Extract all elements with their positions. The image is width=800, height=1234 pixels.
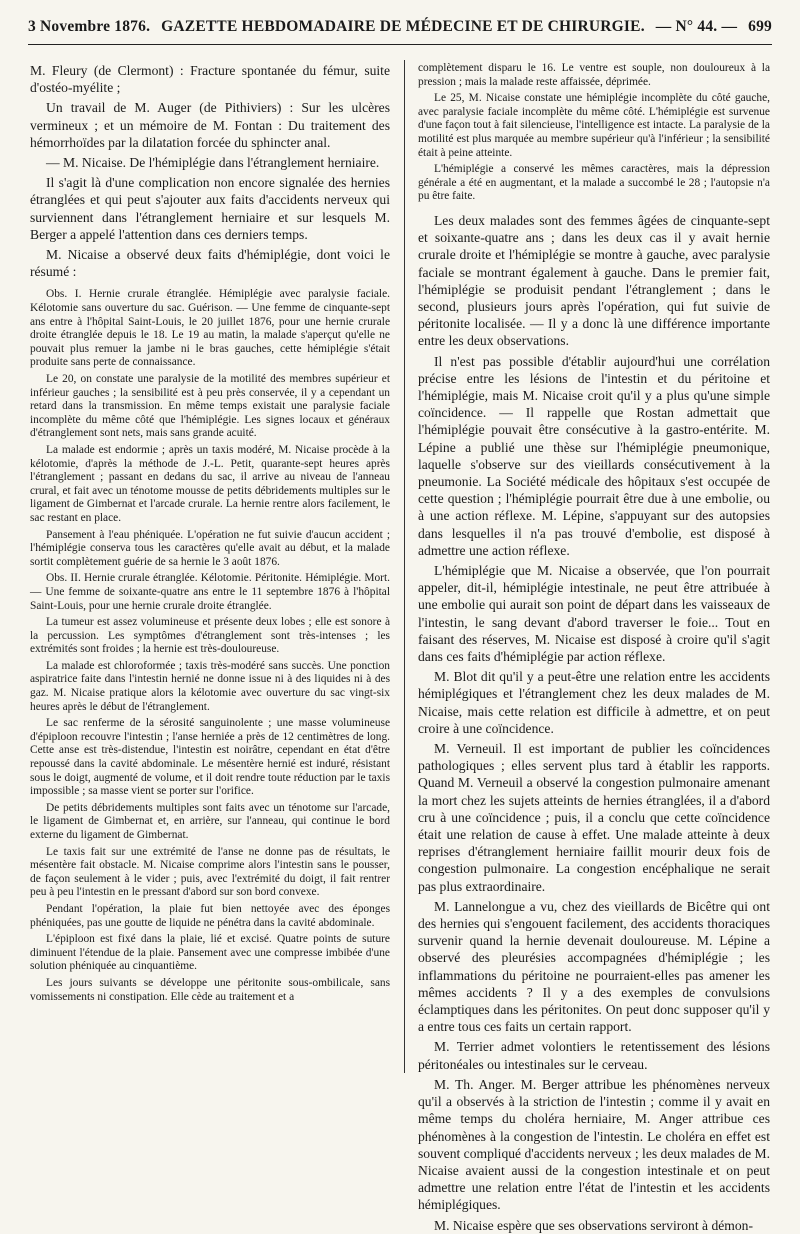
left-small-paragraph: Le sac renferme de la sérosité sanguinolente ; une masse volumineuse d'épiploon recouvre l'intestin ; l'anse herniée a près de 12 centimètres de long. Cette anse est très-distendue, l'intestin est noirâtre, cependant en état d'être repoussé dans la cavité abdominale. Le mésentère hernié est induré, résistant sous le doigt, augmenté de volume, et il doit rendre toute réduction par le taxis impossible ; sa masse vient se porter sur l'orifice. — [30, 717, 390, 798]
header-issue: — N° 44. — — [655, 18, 738, 35]
right-paragraph-terrier: M. Terrier admet volontiers le retentissement des lésions péritonéales ou intestinales sur le cerveau. — [418, 1039, 770, 1072]
right-paragraph: Les deux malades sont des femmes âgées de cinquante-sept et soixante-quatre ans ; dans les deux cas il y avait hernie crurale droite et l'hémiplégie se montre à gauche, avec paralysie faciale se montrant également à gauche. Dans le premier fait, l'hémiplégie se produisit pendant l'étranglement ; dans le second, plusieurs jours après l'opération, qui fut suivie de péritonite localisée. — Il y a donc là une différence importante entre les deux observations. — [418, 212, 770, 349]
right-paragraph: Il n'est pas possible d'établir aujourd'hui une corrélation précise entre les lésions de l'intestin et du péritoine et l'hémiplégie, mais M. Nicaise croit qu'il y a plus qu'une simple coïncidence. — Il rappelle que Rostan admettait que l'hémiplégie pouvait être consécutive à la gastro-entérite. M. Lépine a publié une thèse sur l'hémiplégie pneumonique, laquelle s'observe sur des vieillards consécutivement à la pneumonie. La Société médicale des hôpitaux s'est occupée de cette question ; l'hémiplégie pourrait être due à une embolie, ou à une action réflexe. M. Lépine, s'appuyant sur des autopsies dans lesquelles il n'a pas trouvé d'embolie, est disposé à admettre une action réflexe. — [418, 353, 770, 558]
right-paragraph: L'hémiplégie que M. Nicaise a observée, que l'on pourrait appeler, dit-il, hémiplégie intestinale, ne peut être attribuée à une embolie qui aurait son point de départ dans les vaisseaux de l'intestin, le sang devant d'abord traverser le foie... Tout en faisant des réserves, M. Nicaise est disposé à croire qu'il s'agit dans ces faits d'hémiplégie par action réflexe. — [418, 563, 770, 665]
left-small-paragraph: L'épiploon est fixé dans la plaie, lié et excisé. Quatre points de suture diminuent l'étendue de la plaie. Pansement avec une compresse imbibée d'une solution phéniquée au cinquantième. — [30, 933, 390, 973]
column-divider — [404, 60, 405, 1073]
right-paragraph-blot: M. Blot dit qu'il y a peut-être une relation entre les accidents hémiplégiques et l'étranglement chez les deux malades de M. Nicaise, mais cette relation est difficile à admettre, et on peut croire à une coïncidence. — [418, 669, 770, 736]
left-small-paragraph: Le 20, on constate une paralysie de la motilité des membres supérieur et inférieur gauches ; la sensibilité est à peu près conservée, il y a cependant un retard dans la transmission. En même temps existait une paralysie faciale incomplète du même côté que l'hémiplégie. Les signes locaux et généraux d'étranglement sont nets, mais sans grande acuité. — [30, 373, 390, 440]
left-small-paragraph: Le taxis fait sur une extrémité de l'anse ne donne pas de résultats, le mésentère fait obstacle. M. Nicaise comprime alors l'intestin sans le pousser, de façon seulement à le vider ; puis, avec l'extrémité du doigt, il fait rentrer peu à peu l'intestin en le pressant d'abord sur son bord convexe. — [30, 845, 390, 899]
right-column — [418, 62, 771, 1233]
left-paragraph: Il s'agit là d'une complication non encore signalée des hernies étranglées et qui peut s'ajouter aux faits d'accidents nerveux qui surviennent dans l'étranglement herniaire et sur lesquels M. Berger a appelé l'attention dans ces derniers temps. — [30, 175, 390, 242]
right-paragraph-verneuil: M. Verneuil. Il est important de publier les coïncidences pathologiques ; elles servent plus tard à établir les rapports. Quand M. Verneuil a observé la congestion pulmonaire amenant la mort chez les sujets atteints de hernies étranglées, il a d'abord cru à une coïncidence ; puis, il a conclu que cette coïncidence était une relation de cause à effet. Une malade atteinte à deux reprises d'étranglement herniaire faillit mourir deux fois de congestion pulmonaire. La congestion encéphalique ne serait pas plus extraordinaire. — [418, 741, 770, 894]
left-paragraph: M. Nicaise a observé deux faits d'hémiplégie, dont voici le résumé : — [30, 247, 390, 280]
left-small-paragraph: De petits débridements multiples sont faits avec un ténotome sur l'arcade, le ligament de Gimbernat et, en arrière, sur l'anneau, qui continue le bord externe du ligament de Gimbernat. — [30, 801, 390, 841]
right-small-paragraph: L'hémiplégie a conservé les mêmes caractères, mais la dépression générale a été en augmentant, et la malade a succombé le 28 ; l'autopsie n'a pu être faite. — [418, 163, 770, 203]
left-small-paragraph: La malade est endormie ; après un taxis modéré, M. Nicaise procède à la kélotomie, d'après la méthode de J.-L. Petit, quarante-sept heures après l'étranglement ; passant en dedans du sac, il arrive au niveau de l'anneau crural, et fait avec un ténotome mousse de petits débridements multiples sur le ligament de Gimbernat et l'arcade crurale. La hernie rentre alors facilement, le sac restant en place. — [30, 443, 390, 524]
observation-1: Obs. I. Hernie crurale étranglée. Hémiplégie avec paralysie faciale. Kélotomie sans ouverture du sac. Guérison. — Une femme de cinquante-sept ans entre à l'hôpital Saint-Louis, le 20 juillet 1876, pour une hernie crurale droite étranglée depuis le 18. Le 19 au matin, la malade s'aperçut qu'elle ne pouvait plus remuer la jambe ni le bras gauches, cette hémiplégie s'était produite sans perte de connaissance. — [30, 288, 390, 369]
left-paragraph: Un travail de M. Auger (de Pithiviers) : Sur les ulcères vermineux ; et un mémoire de M. Fontan : Du traitement des hémorrhoïdes par la dilatation forcée du sphincter anal. — [30, 100, 390, 150]
left-small-paragraph: Les jours suivants se développe une péritonite sous-ombilicale, sans vomissements ni constipation. Elle cède au traitement et a — [30, 976, 390, 1003]
header-date: 3 Novembre 1876. — [28, 18, 151, 35]
left-small-paragraph: La tumeur est assez volumineuse et présente deux lobes ; elle est sonore à la percussion. Les symptômes d'étranglement sont très-intenses ; les extrémités sont froides ; la hernie est très-douloureuse. — [30, 616, 390, 656]
header-page-number: 699 — [748, 18, 772, 35]
right-paragraph-nicaise: M. Nicaise espère que ses observations serviront à démon- — [434, 1217, 753, 1233]
page-header — [28, 18, 772, 45]
header-journal-title: GAZETTE HEBDOMADAIRE DE MÉDECINE ET DE CHIRURGIE. — [161, 18, 645, 35]
right-paragraph-anger: M. Th. Anger. M. Berger attribue les phénomènes nerveux qu'il a observés à la striction de l'intestin ; comme il y avait en même temps du choléra herniaire, M. Anger attribue ces phénomènes à la congestion de l'intestin. Le choléra en effet est souvent compliqué d'accidents nerveux ; les deux malades de M. Nicaise avaient aussi de la congestion intestinale et on peut admettre une relation entre l'état de l'intestin et les accidents hémiplégiques. — [418, 1076, 771, 1213]
left-small-paragraph: La malade est chloroformée ; taxis très-modéré sans succès. Une ponction aspiratrice faite dans l'intestin hernié ne donne issue ni à des liquides ni à des gaz. M. Nicaise pratique alors la kélotomie avec ouverture du sac vingt-six heures après le début de l'étranglement. — [30, 659, 390, 713]
left-small-paragraph: Pansement à l'eau phéniquée. L'opération ne fut suivie d'aucun accident ; l'hémiplégie conserva tous les caractères qu'elle avait au début, et la malade sortit complètement guérie de sa hernie le 3 août 1876. — [30, 528, 390, 568]
observation-2: Obs. II. Hernie crurale étranglée. Kélotomie. Péritonite. Hémiplégie. Mort. — Une femme de soixante-quatre ans entre le 11 septembre 1876 à l'hôpital Saint-Louis, pour une hernie crurale droite étranglée. — [30, 572, 390, 612]
right-small-paragraph: complètement disparu le 16. Le ventre est souple, non douloureux à la pression ; mais la malade reste affaissée, déprimée. — [418, 62, 770, 88]
section-heading-nicaise: — M. Nicaise. De l'hémiplégie dans l'étranglement herniaire. — [46, 155, 380, 171]
right-small-paragraph: Le 25, M. Nicaise constate une hémiplégie incomplète du côté gauche, avec paralysie faciale incomplète du même côté. L'hémiplégie est survenue d'une façon tout à fait silencieuse, l'intelligence est intacte. La paralysie de la motilité est plus marquée au membre supérieur qu'à l'inférieur ; la sensibilité était à peine atteinte. — [418, 92, 770, 159]
left-small-paragraph: Pendant l'opération, la plaie fut bien nettoyée avec des éponges phéniquées, pas une goutte de liquide ne pénétra dans la cavité abdominale. — [30, 902, 390, 929]
left-column — [30, 62, 390, 1077]
right-paragraph-lannelongue: M. Lannelongue a vu, chez des vieillards de Bicêtre qui ont des hernies qui s'engouent facilement, des accidents thoraciques survenir quand la hernie devenait douloureuse. M. Lépine a observé des pleurésies accompagnées d'hémiplégie ; les inflammations du péritoine ne pourraient-elles pas amener les mêmes accidents ? Il y a des exemples de convulsions éclamptiques dans les péritonites. On peut donc supposer qu'il y a entre tous ces faits un certain rapport. — [418, 898, 770, 1035]
left-paragraph: M. Fleury (de Clermont) : Fracture spontanée du fémur, suite d'ostéo-myélite ; — [30, 63, 390, 96]
